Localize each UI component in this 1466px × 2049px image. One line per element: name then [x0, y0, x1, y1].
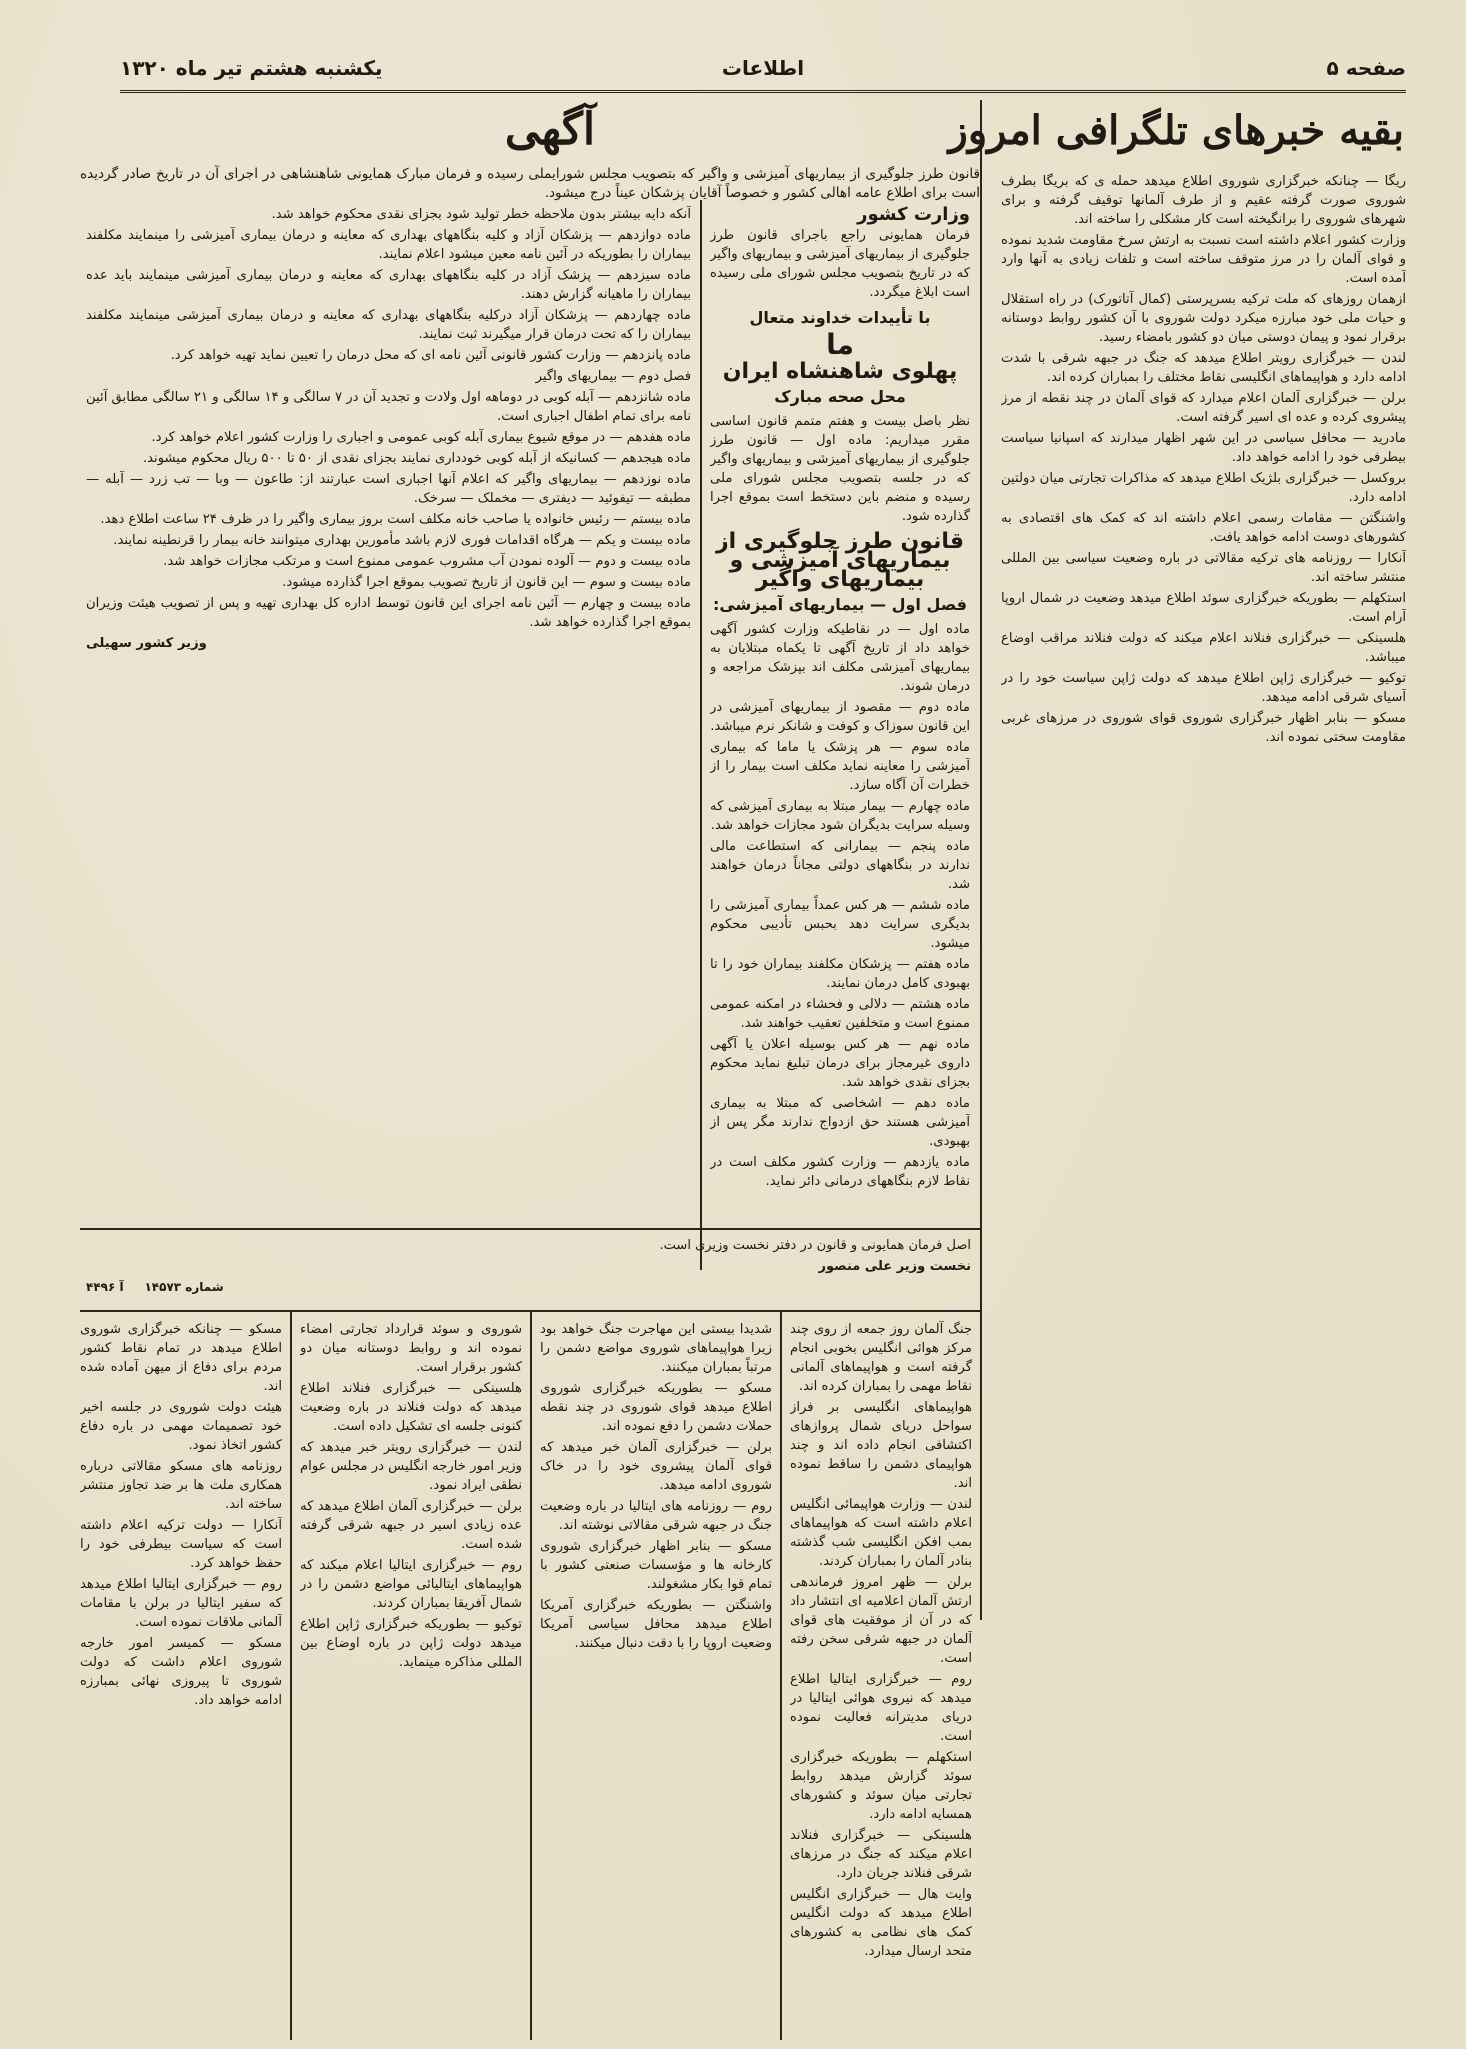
law-article: ماده بیست و چهارم — آئین نامه اجرای این قانون توسط اداره کل بهداری تهیه و پس از تصویب هیئت وزیران بموقع اجرا گذارده خواهد شد.: [86, 596, 691, 630]
news-item: جنگ آلمان روز جمعه از روی چند مرکز هوائی انگلیس بخوبی انجام گرفته است و هواپیماهای آلمانی نقاط مهمی را بمباران کرده اند.: [790, 1322, 972, 1394]
law-article: ماده شانزدهم — آبله کوبی در دوماهه اول ولادت و تجدید آن در ۷ سالگی و ۱۴ سالگی و ۲۱ سالگی مطابق آئین نامه برای تمام اطفال اجباری است.: [86, 390, 691, 424]
news-item: لندن — وزارت هواپیمائی انگلیس اعلام داشته است که هواپیماهای بمب افکن انگلیسی شب گذشته بنادر آلمان را بمباران کردند.: [790, 1497, 972, 1569]
notices-headline: آگهی: [504, 104, 596, 155]
king-line: پهلوی شاهنشاه ایران: [722, 359, 958, 384]
news-item: ازهمان روزهای که ملت ترکیه بسرپرستی (کمال آتاتورک) در راه استقلال و حیات ملی خود مبارزه میکرد دولت شوروی با آن کشور روابط دوستانه برقرار نمود و پیمان دوستی میان دو کشور بامضاء رسید.: [1001, 292, 1406, 345]
law-article: ماده سوم — هر پزشک یا ماما که بیماری آمیزشی را معاینه نماید مکلف است بیمار را از خطرات آن آگاه سازد.: [710, 740, 970, 793]
news-item: هواپیماهای انگلیسی بر فراز سواحل دریای شمال پروازهای اکتشافی انجام داده اند و چند هواپیمای دشمن را ساقط نموده اند.: [790, 1400, 972, 1491]
news-item: وزارت کشور اعلام داشته است نسبت به ارتش سرخ مقاومت شدید نموده و قوای آلمان را در مرز متوقف ساخته است و تلفات زیادی به آنها وارد آمده است.: [1001, 233, 1406, 286]
bottom-news-column: [790, 1320, 972, 2035]
news-item: آنکارا — روزنامه های ترکیه مقالاتی در باره وضعیت سیاسی بین المللی منتشر ساخته اند.: [1001, 551, 1406, 585]
seal-place: محل صحه مبارک: [774, 387, 906, 406]
news-item: واشنگتن — مقامات رسمی اعلام داشته اند که کمک های اقتصادی به کشورهای دوست ادامه خواهد یافت.: [1001, 511, 1406, 545]
we-line: ما: [826, 328, 854, 361]
news-item: برلن — خبرگزاری آلمان اطلاع میدهد که عده زیادی اسیر در جبهه شرقی گرفته شده است.: [300, 1499, 522, 1552]
articles-column: [86, 205, 691, 1220]
law-article: ماده بیستم — رئیس خانواده یا صاحب خانه مکلف است بروز بیماری واگیر را در ظرف ۲۴ ساعت اطلاع دهد.: [100, 512, 691, 527]
news-item: توکیو — خبرگزاری ژاپن اطلاع میدهد که دولت ژاپن سیاست خود را در آسیای شرقی ادامه میدهد.: [1001, 671, 1406, 705]
law-article: ماده دوازدهم — پزشکان آزاد و کلیه بنگاههای بهداری که معاینه و درمان بیماری آمیزشی را مینمایند مکلفند بیماران را بطوریکه در آئین نامه معین میشود اعلام نمایند.: [86, 228, 691, 262]
decree-column: [710, 205, 970, 1220]
news-item: روم — خبرگزاری ایتالیا اطلاع میدهد که سفیر ایتالیا در برلن با مقامات آلمانی ملاقات نموده است.: [80, 1577, 282, 1630]
news-item: روم — خبرگزاری ایتالیا اعلام میکند که هواپیماهای ایتالیائی مواضع دشمن را در شمال آفریقا بمباران کردند.: [300, 1558, 522, 1611]
footer-code: آ ۴۴۹۶: [86, 1280, 124, 1294]
news-item: هلسینکی — خبرگزاری فنلاند اعلام میکند که جنگ در مرزهای شرقی فنلاند جریان دارد.: [790, 1828, 972, 1881]
bottom-news-column: [80, 1320, 282, 2035]
masthead: [120, 50, 1406, 93]
news-item: استکهلم — بطوریکه خبرگزاری سوئد اطلاع میدهد وضعیت در شمال اروپا آرام است.: [1001, 591, 1406, 625]
notice-intro-text: قانون طرز جلوگیری از بیماریهای آمیزشی و واگیر که بتصویب مجلس شورایملی رسیده و فرمان مبارک همایونی شاهنشاهی در اجرای آن در تاریخ صادر گردیده است برای اطلاع عامه اهالی کشور و خصوصاً آقایان پزشکان عیناً درج میشود.: [80, 166, 980, 201]
column-rule: [700, 200, 702, 1270]
law-article: فصل دوم — بیماریهای واگیر: [535, 369, 691, 384]
law-article: ماده بیست و دوم — آلوده نمودن آب مشروب عمومی ممنوع است و مرتکب مجازات خواهد شد.: [163, 554, 691, 569]
news-item: وایت هال — خبرگزاری انگلیس اطلاع میدهد که دولت انگلیس کمک های نظامی به کشورهای متحد ارسال میدارد.: [790, 1887, 972, 1959]
ministry-title: وزارت کشور: [857, 205, 970, 225]
law-article: ماده هفدهم — در موقع شیوع بیماری آبله کوبی عمومی و اجباری را وزارت کشور اعلام خواهد کرد.: [151, 430, 691, 445]
notice-intro: [80, 165, 980, 205]
news-item: واشنگتن — بطوریکه خبرگزاری آمریکا اطلاع میدهد محافل سیاسی آمریکا وضعیت اروپا را با دقت دنبال میکنند.: [540, 1598, 772, 1651]
news-item: مادرید — محافل سیاسی در این شهر اظهار میدارند که اسپانیا سیاست بیطرفی خود را ادامه خواهد داد.: [1001, 431, 1406, 465]
law-article: ماده بیست و یکم — هرگاه اقدامات فوری لازم باشد مأمورین بهداری میتوانند خانه بیمار را قرنطینه نمایند.: [113, 533, 691, 548]
news-item: هلسینکی — خبرگزاری فنلاند اعلام میکند که دولت فنلاند مراقب اوضاع میباشد.: [1001, 631, 1406, 665]
news-item: مسکو — بنابر اظهار خبرگزاری شوروی قوای شوروی در مرزهای غربی مقاومت سختی نموده اند.: [1001, 711, 1406, 745]
news-item: برلن — ظهر امروز فرماندهی ارتش آلمان اعلامیه ای انتشار داد که در آن از موفقیت های قوای آلمان در جبهه شرقی سخن رفته است.: [790, 1575, 972, 1666]
decree-preamble: نظر باصل بیست و هفتم متمم قانون اساسی مقرر میداریم: ماده اول — قانون طرز جلوگیری از بیماریهای آمیزشی و بیماریهای واگیر که در جلسه بتصویب مجلس شورای ملی رسیده و منضم باین دستخط است بموقع اجرا گذارده شود.: [710, 414, 970, 524]
telegraph-news-column: [1001, 172, 1406, 2032]
footer-origin: اصل فرمان همایونی و قانون در دفتر نخست وزیری است.: [659, 1238, 971, 1253]
law-article: ماده نوزدهم — بیماریهای واگیر که اعلام آنها اجباری است عبارتند از: طاعون — وبا — تب زرد — آبله — مطبقه — تیفوئید — دیفتری — مخملک — سرخک.: [86, 472, 691, 506]
news-item: توکیو — بطوریکه خبرگزاری ژاپن اطلاع میدهد دولت ژاپن در باره اوضاع بین المللی مذاکره مینماید.: [300, 1617, 522, 1670]
issue-date: یکشنبه هشتم تیر ماه ۱۳۲۰: [120, 56, 383, 80]
news-item: روزنامه های مسکو مقالاتی درباره همکاری ملت ها بر ضد تجاوز منتشر ساخته اند.: [80, 1459, 282, 1512]
law-article: ماده بیست و سوم — این قانون از تاریخ تصویب بموقع اجرا گذارده میشود.: [282, 575, 691, 590]
law-article: ماده ششم — هر کس عمداً بیماری آمیزشی را بدیگری سرایت دهد بحبس تأدیبی محکوم میشود.: [710, 898, 970, 951]
news-headline: بقیه خبرهای تلگرافی امروز: [948, 107, 1404, 154]
law-article: آنکه دایه بیشتر بدون ملاحظه خطر تولید شود بجزای نقدی محکوم خواهد شد.: [271, 207, 691, 222]
footer-number: شماره ۱۴۵۷۳: [144, 1280, 224, 1294]
news-item: شوروی و سوئد قرارداد تجارتی امضاء نموده اند و روابط دوستانه میان دو کشور برقرار است.: [300, 1322, 522, 1375]
news-item: لندن — خبرگزاری رویتر خبر میدهد که وزیر امور خارجه انگلیس در مجلس عوام نطقی ایراد نمود.: [300, 1440, 522, 1493]
column-rule: [530, 1310, 532, 2040]
chapter-one-title: فصل اول — بیماریهای آمیزشی:: [712, 595, 968, 614]
law-article: ماده دوم — مقصود از بیماریهای آمیزشی در این قانون سوزاک و کوفت و شانکر نرم میباشد.: [710, 700, 970, 734]
news-item: مسکو — چنانکه خبرگزاری شوروی اطلاع میدهد در تمام نقاط کشور مردم برای دفاع از میهن آماده شده اند.: [80, 1322, 282, 1394]
law-article: ماده یازدهم — وزارت کشور مکلف است در نقاط لازم بنگاههای درمانی دائر نماید.: [710, 1155, 970, 1189]
news-item: لندن — خبرگزاری رویتر اطلاع میدهد که جنگ در جبهه شرقی با شدت ادامه دارد و هواپیماهای انگلیسی نقاط مختلف را بمباران کرده اند.: [1001, 351, 1406, 385]
column-rule: [290, 1310, 292, 2040]
articles-list: [86, 205, 691, 632]
news-item: هیئت دولت شوروی در جلسه اخیر خود تصمیمات مهمی در باره دفاع کشور اتخاذ نمود.: [80, 1400, 282, 1453]
notice-footer: [86, 1236, 971, 1304]
law-article: ماده هشتم — دلالی و فحشاء در امکنه عمومی ممنوع است و متخلفین تعقیب خواهند شد.: [710, 997, 970, 1031]
law-article: ماده اول — در نقاطیکه وزارت کشور آگهی خواهد داد از تاریخ آگهی تا یکماه مبتلایان به بیماریهای آمیزشی مکلف اند بپزشک مراجعه و درمان شوند.: [710, 622, 970, 694]
law-article: ماده پانزدهم — وزارت کشور قانونی آئین نامه ای که محل درمان را تعیین نماید تهیه خواهد کرد.: [170, 348, 691, 363]
law-article: ماده هفتم — پزشکان مکلفند بیماران خود را تا بهبودی کامل درمان نمایند.: [710, 957, 970, 991]
news-item: آنکارا — دولت ترکیه اعلام داشته است که سیاست بیطرفی خود را حفظ خواهد کرد.: [80, 1518, 282, 1571]
law-article: ماده هیجدهم — کسانیکه از آبله کوبی خودداری نمایند بجزای نقدی از ۵۰ تا ۵۰۰ ریال محکوم میشوند.: [142, 451, 691, 466]
bottom-news-column: [300, 1320, 522, 2035]
news-item: مسکو — بنابر اظهار خبرگزاری شوروی کارخانه ها و مؤسسات صنعتی کشور با تمام قوا بکار مشغولند.: [540, 1539, 772, 1592]
paper-name: اطلاعات: [721, 56, 805, 80]
news-item: مسکو — کمیسر امور خارجه شوروی اعلام داشت که دولت شوروی تا پیروزی نهائی بمبارزه ادامه خواهد داد.: [80, 1636, 282, 1708]
news-item: روم — خبرگزاری ایتالیا اطلاع میدهد که نیروی هوائی ایتالیا در دریای مدیترانه فعالیت نموده است.: [790, 1672, 972, 1744]
column-rule: [780, 1310, 782, 2040]
articles-list: [710, 620, 970, 1191]
news-item: شدیدا بیستی این مهاجرت جنگ خواهد بود زیرا هواپیماهای شوروی مواضع دشمن را مرتباً بمباران میکنند.: [540, 1322, 772, 1375]
news-item: استکهلم — بطوریکه خبرگزاری سوئد گزارش میدهد روابط تجارتی میان سوئد و کشورهای همسایه ادامه دارد.: [790, 1750, 972, 1822]
law-article: ماده پنجم — بیمارانی که استطاعت مالی ندارند در بنگاههای دولتی مجاناً درمان خواهند شد.: [710, 839, 970, 892]
news-item: ریگا — چنانکه خبرگزاری شوروی اطلاع میدهد حمله ی که بریگا بطرف شوروی صورت گرفته عقیم و از طرف آلمانها توقیف گرفته و برای شهرهای شوروی را برانگیخته است کار مشکلی را ساخته اند.: [1001, 174, 1406, 227]
ministry-text: فرمان همایونی راجع باجرای قانون طرز جلوگیری از بیماریهای آمیزشی و بیماریهای واگیر که در تاریخ بتصویب مجلس شورای ملی رسیده است ابلاغ میگردد.: [710, 228, 970, 300]
section-rule: [80, 1228, 980, 1230]
law-title: قانون طرز جلوگیری از بیماریهای آمیزشی و بیماریهای واگیر: [715, 529, 964, 592]
law-article: ماده سیزدهم — پزشک آزاد در کلیه بنگاههای بهداری که معاینه و درمان بیماری آمیزشی مینمایند باید عده بیماران را ماهیانه گزارش دهند.: [86, 268, 691, 302]
signature: وزیر کشور سهیلی: [86, 636, 207, 651]
page-number: صفحه ۵: [1326, 56, 1406, 80]
news-item: مسکو — بطوریکه خبرگزاری شوروی اطلاع میدهد قوای شوروی در چند نقطه حملات دشمن را دفع نموده اند.: [540, 1381, 772, 1434]
news-item: برلن — خبرگزاری آلمان خبر میدهد که قوای آلمان پیشروی خود را در خاک شوروی ادامه میدهد.: [540, 1440, 772, 1493]
news-item: هلسینکی — خبرگزاری فنلاند اطلاع میدهد که دولت فنلاند در باره وضعیت کنونی جلسه ای تشکیل داده است.: [300, 1381, 522, 1434]
news-item: روم — روزنامه های ایتالیا در باره وضعیت جنگ در جبهه شرقی مقالاتی نوشته اند.: [540, 1499, 772, 1533]
bottom-news-column: [540, 1320, 772, 2035]
column-rule: [980, 100, 982, 1620]
law-article: ماده چهارم — بیمار مبتلا به بیماری آمیزشی که وسیله سرایت بدیگران شود مجازات خواهد شد.: [710, 799, 970, 833]
law-article: ماده چهاردهم — پزشکان آزاد درکلیه بنگاههای بهداری که معاینه و درمان بیماری آمیزشی مینمایند مکلفند بیماران را که تحت درمان قرار میگیرند ثبت نمایند.: [86, 308, 691, 342]
law-article: ماده دهم — اشخاصی که مبتلا به بیماری آمیزشی هستند حق ازدواج ندارند مگر پس از بهبودی.: [710, 1096, 970, 1149]
news-item: برلن — خبرگزاری آلمان اعلام میدارد که قوای آلمان در چند نقطه از مرز پیشروی کرده و عده ای اسیر گرفته است.: [1001, 391, 1406, 425]
law-article: ماده نهم — هر کس بوسیله اعلان یا آگهی داروی غیرمجاز برای درمان تبلیغ نماید محکوم بجزای نقدی خواهد شد.: [710, 1037, 970, 1090]
footer-signer: نخست وزیر علی منصور: [818, 1259, 971, 1274]
blessing-line: با تأییدات خداوند متعال: [749, 308, 931, 327]
news-item: بروکسل — خبرگزاری بلژیک اطلاع میدهد که مذاکرات تجارتی میان دولتین ادامه دارد.: [1001, 471, 1406, 505]
